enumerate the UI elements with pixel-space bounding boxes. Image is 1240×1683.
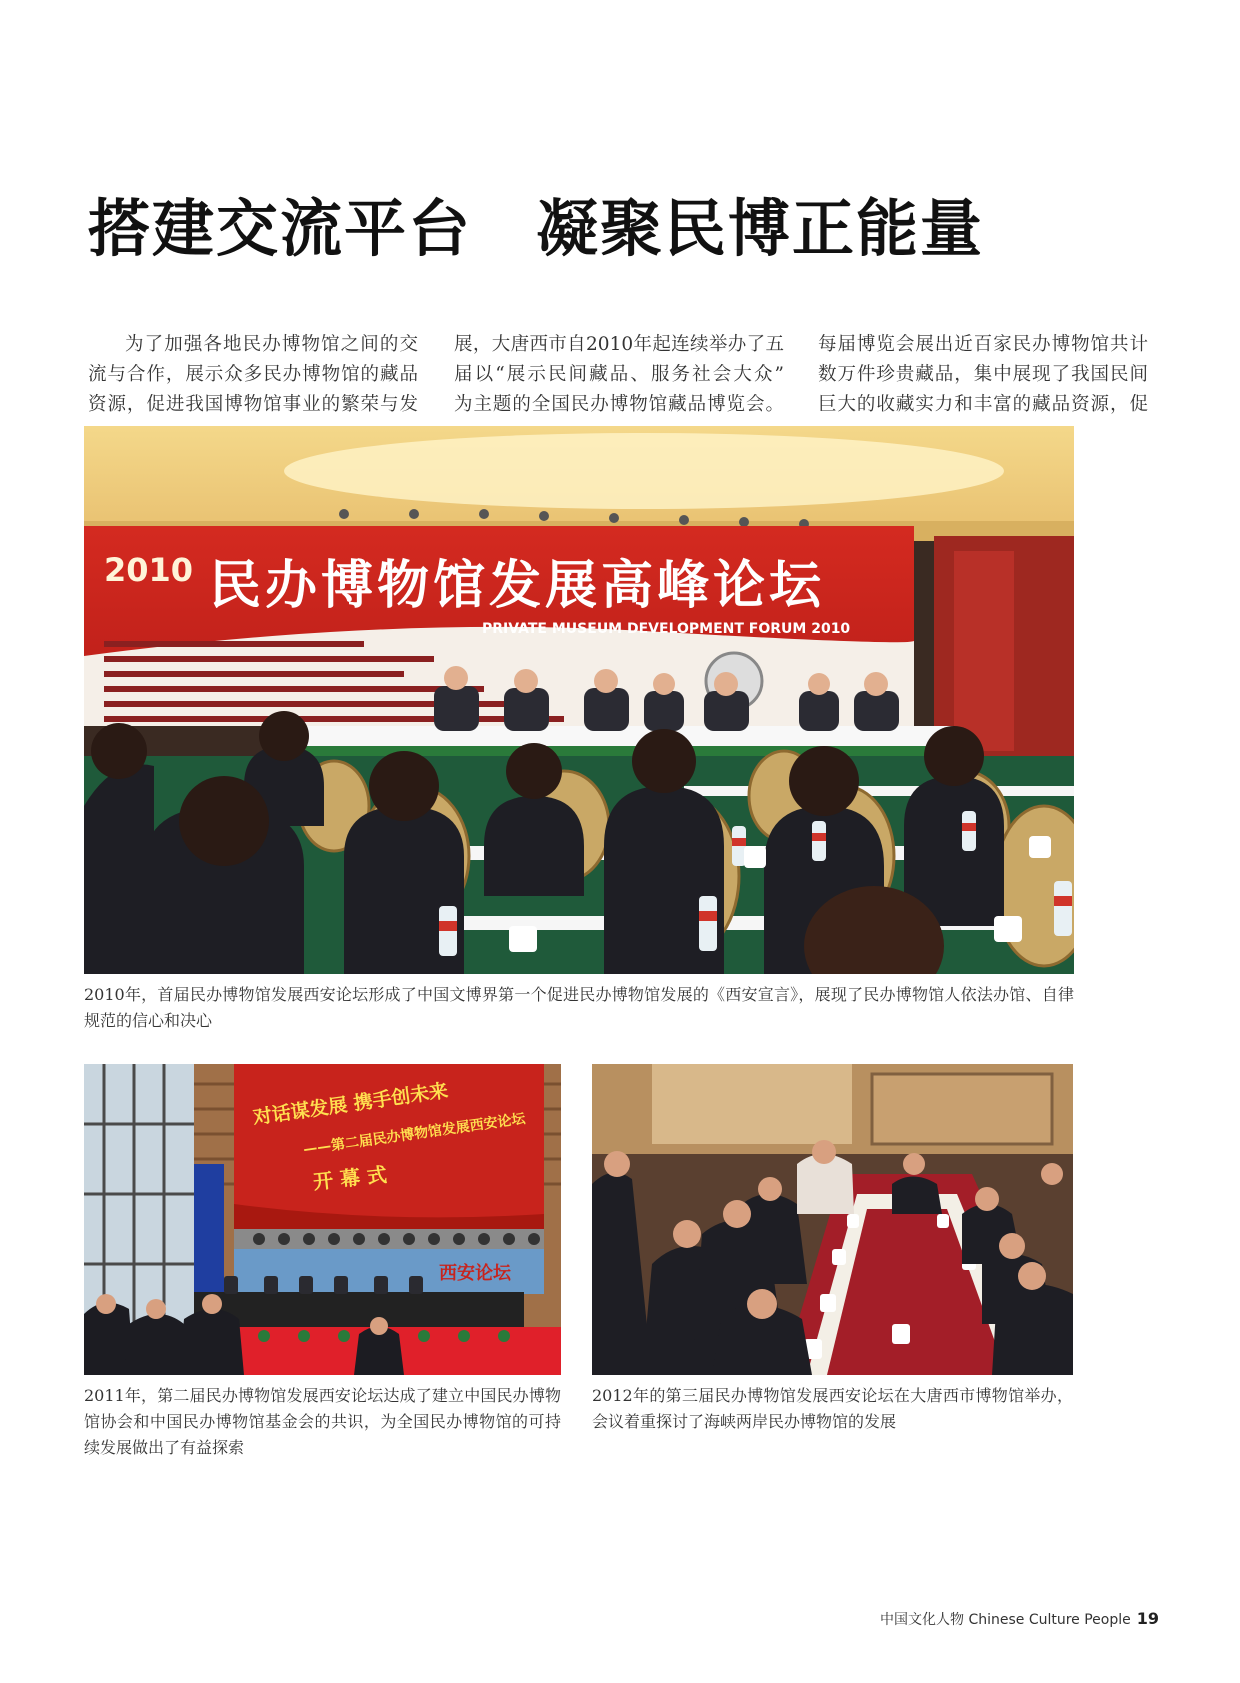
body-line: 流与合作，展示众多民办博物馆的藏品: [88, 364, 418, 385]
banner-english: PRIVATE MUSEUM DEVELOPMENT FORUM 2010: [482, 621, 851, 637]
body-column-2: [454, 330, 784, 420]
banner-year: 2010: [104, 551, 194, 589]
body-line: 每届博览会展出近百家民办博物馆共计: [818, 334, 1148, 355]
banner2-line3: 开 幕 式: [312, 1162, 389, 1194]
forum-2012-illustration: [592, 1064, 1073, 1375]
forum-2010-illustration: [84, 426, 1074, 974]
caption-photo-2010: 2010年，首届民办博物馆发展西安论坛形成了中国文博界第一个促进民办博物馆发展的《西安宣言》，展现了民办博物馆人依法办馆、自律规范的信心和决心: [84, 985, 1074, 1030]
banner2-line2: ——第二届民办博物馆发展西安论坛: [302, 1110, 527, 1158]
body-line: 为了加强各地民办博物馆之间的交: [125, 334, 418, 355]
body-column-1: [88, 330, 418, 420]
page-footer: [880, 1609, 1160, 1631]
body-line: 数万件珍贵藏品，集中展现了我国民间: [818, 364, 1148, 385]
body-line: 巨大的收藏实力和丰富的藏品资源，促: [818, 394, 1148, 415]
banner2-line1: 对话谋发展 携手创未来: [251, 1079, 450, 1129]
banner2-lower: 西安论坛: [439, 1263, 511, 1284]
caption-photo-2012: 2012年的第三届民办博物馆发展西安论坛在大唐西市博物馆举办，会议着重探讨了海峡两岸民办博物馆的发展: [592, 1386, 1073, 1431]
body-column-3: [818, 330, 1148, 420]
body-line: 资源，促进我国博物馆事业的繁荣与发: [88, 394, 418, 415]
magazine-name: 中国文化人物 Chinese Culture People: [880, 1612, 1131, 1628]
banner-title: 民办博物馆发展高峰论坛: [209, 556, 826, 616]
photo-forum-2011: [84, 1064, 561, 1375]
photo-forum-2012: [592, 1064, 1073, 1375]
caption-photo-2011: 2011年，第二届民办博物馆发展西安论坛达成了建立中国民办博物馆协会和中国民办博物馆基金会的共识，为全国民办博物馆的可持续发展做出了有益探索: [84, 1386, 561, 1457]
article-headline: 搭建交流平台 凝聚民博正能量: [88, 192, 985, 265]
forum-2011-illustration: [84, 1064, 561, 1375]
photo-forum-2010: [84, 426, 1074, 974]
body-line: 展，大唐西市自2010年起连续举办了五: [454, 334, 784, 355]
body-line: 届以“展示民间藏品、服务社会大众”: [454, 364, 784, 385]
body-line: 为主题的全国民办博物馆藏品博览会。: [454, 394, 784, 415]
page-number: 19: [1136, 1609, 1160, 1628]
